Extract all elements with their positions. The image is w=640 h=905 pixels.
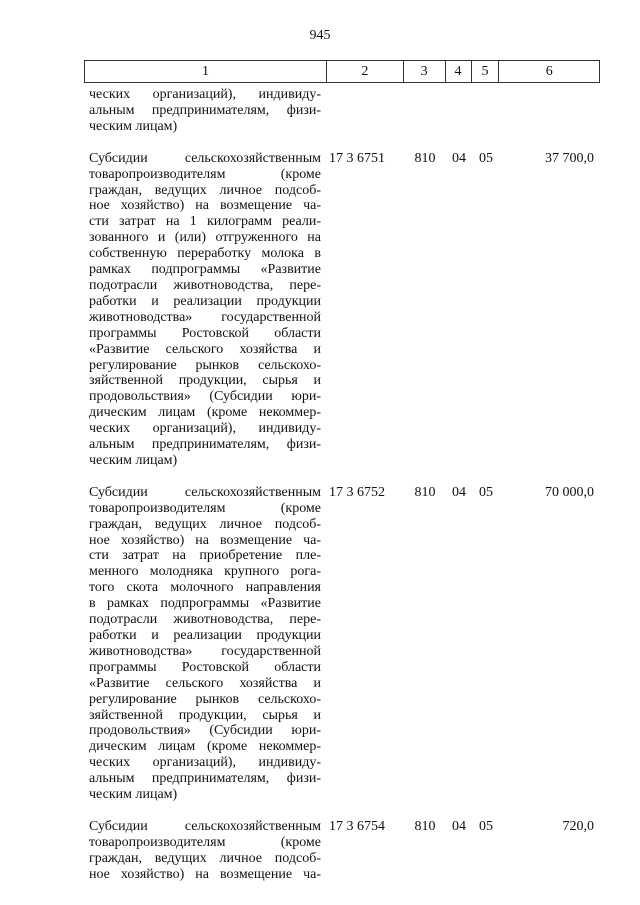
text-line: граждан, ведущих личное подсоб- (89, 850, 321, 866)
text-line: Субсидии сельскохозяйственным (89, 150, 321, 166)
target-article-code: 17 3 6752 (329, 484, 385, 500)
table-header (84, 60, 600, 83)
table-row (84, 485, 600, 803)
text-line: продовольствия» (Субсидии юри- (89, 389, 321, 405)
text-line: работки и реализации продукции (89, 293, 321, 309)
text-line: товаропроизводителям (кроме (89, 166, 321, 182)
table-body (84, 87, 600, 883)
header-col-4: 4 (446, 61, 472, 82)
amount: 37 700,0 (545, 150, 594, 166)
text-line: зяйственной продукции, сырья и (89, 373, 321, 389)
text-line: животноводства» государственной (89, 643, 321, 659)
expense-type-code: 810 (414, 818, 436, 834)
text-line: Субсидии сельскохозяйственным (89, 818, 321, 834)
header-col-5: 5 (472, 61, 500, 82)
text-line: животноводства» государственной (89, 309, 321, 325)
continuation-description (89, 87, 321, 135)
subsection-code: 05 (479, 818, 493, 834)
text-line: ное хозяйство) на возмещение ча- (89, 198, 321, 214)
text-line: ческим лицам) (89, 118, 178, 134)
subsection-code: 05 (479, 150, 493, 166)
text-line: сти затрат на приобретение пле- (89, 548, 321, 564)
table-row (84, 819, 600, 883)
page-number: 945 (309, 28, 331, 43)
text-line: ческих организаций), индивиду- (89, 421, 321, 437)
table-row-continuation (84, 87, 600, 135)
text-line: товаропроизводителям (кроме (89, 500, 321, 516)
section-code: 04 (452, 818, 466, 834)
text-line: регулирование рынков сельскохо- (89, 691, 321, 707)
text-line: дическим лицам (кроме некоммер- (89, 739, 321, 755)
row-description (89, 151, 321, 469)
row-description (89, 819, 321, 883)
header-col-2: 2 (327, 61, 404, 82)
row-description (89, 485, 321, 803)
text-line: ческих организаций), индивиду- (89, 755, 321, 771)
text-line: дическим лицам (кроме некоммер- (89, 405, 321, 421)
section-code: 04 (452, 150, 466, 166)
subsection-code: 05 (479, 484, 493, 500)
text-line: ное хозяйство) на возмещение ча- (89, 532, 321, 548)
amount: 70 000,0 (545, 484, 594, 500)
text-line: того скота молочного направления (89, 580, 321, 596)
text-line: работки и реализации продукции (89, 628, 321, 643)
expense-type-code: 810 (414, 150, 436, 166)
target-article-code: 17 3 6754 (329, 818, 385, 834)
text-line: продовольствия» (Субсидии юри- (89, 723, 321, 739)
text-line: сти затрат на 1 килограмм реали- (89, 214, 321, 230)
text-line: альным предпринимателям, физи- (89, 771, 321, 787)
text-line: ческих организаций), индивиду- (89, 87, 321, 102)
header-col-1: 1 (85, 61, 327, 82)
text-line: программы Ростовской области (89, 659, 321, 675)
text-line: альным предпринимателям, физи- (89, 437, 321, 453)
text-line: граждан, ведущих личное подсоб- (89, 516, 321, 532)
header-col-3: 3 (404, 61, 446, 82)
text-line: «Развитие сельского хозяйства и (89, 675, 321, 691)
text-line: альным предпринимателям, физи- (89, 102, 321, 118)
text-line: программы Ростовской области (89, 325, 321, 341)
text-line: собственную переработку молока в (89, 246, 321, 262)
expense-type-code: 810 (414, 484, 436, 500)
target-article-code: 17 3 6751 (329, 150, 385, 166)
text-line: Субсидии сельскохозяйственным (89, 484, 321, 500)
text-line: в рамках подпрограммы «Развитие (89, 596, 321, 612)
text-line: подотрасли животноводства, пере- (89, 612, 321, 628)
text-line: рамках подпрограммы «Развитие (89, 262, 321, 278)
text-line: менного молодняка крупного рога- (89, 564, 321, 580)
text-line: товаропроизводителям (кроме (89, 834, 321, 850)
text-line: подотрасли животноводства, пере- (89, 277, 321, 293)
amount: 720,0 (562, 818, 594, 834)
text-line: регулирование рынков сельскохо- (89, 357, 321, 373)
text-line: зяйственной продукции, сырья и (89, 707, 321, 723)
text-line: зованного и (или) отгруженного на (89, 230, 321, 246)
text-line: «Развитие сельского хозяйства и (89, 341, 321, 357)
text-line: ческим лицам) (89, 787, 178, 803)
header-col-6: 6 (545, 64, 553, 79)
section-code: 04 (452, 484, 466, 500)
table-row (84, 151, 600, 469)
text-line: ческим лицам) (89, 452, 178, 468)
text-line: ное хозяйство) на возмещение ча- (89, 866, 321, 882)
text-line: граждан, ведущих личное подсоб- (89, 182, 321, 198)
